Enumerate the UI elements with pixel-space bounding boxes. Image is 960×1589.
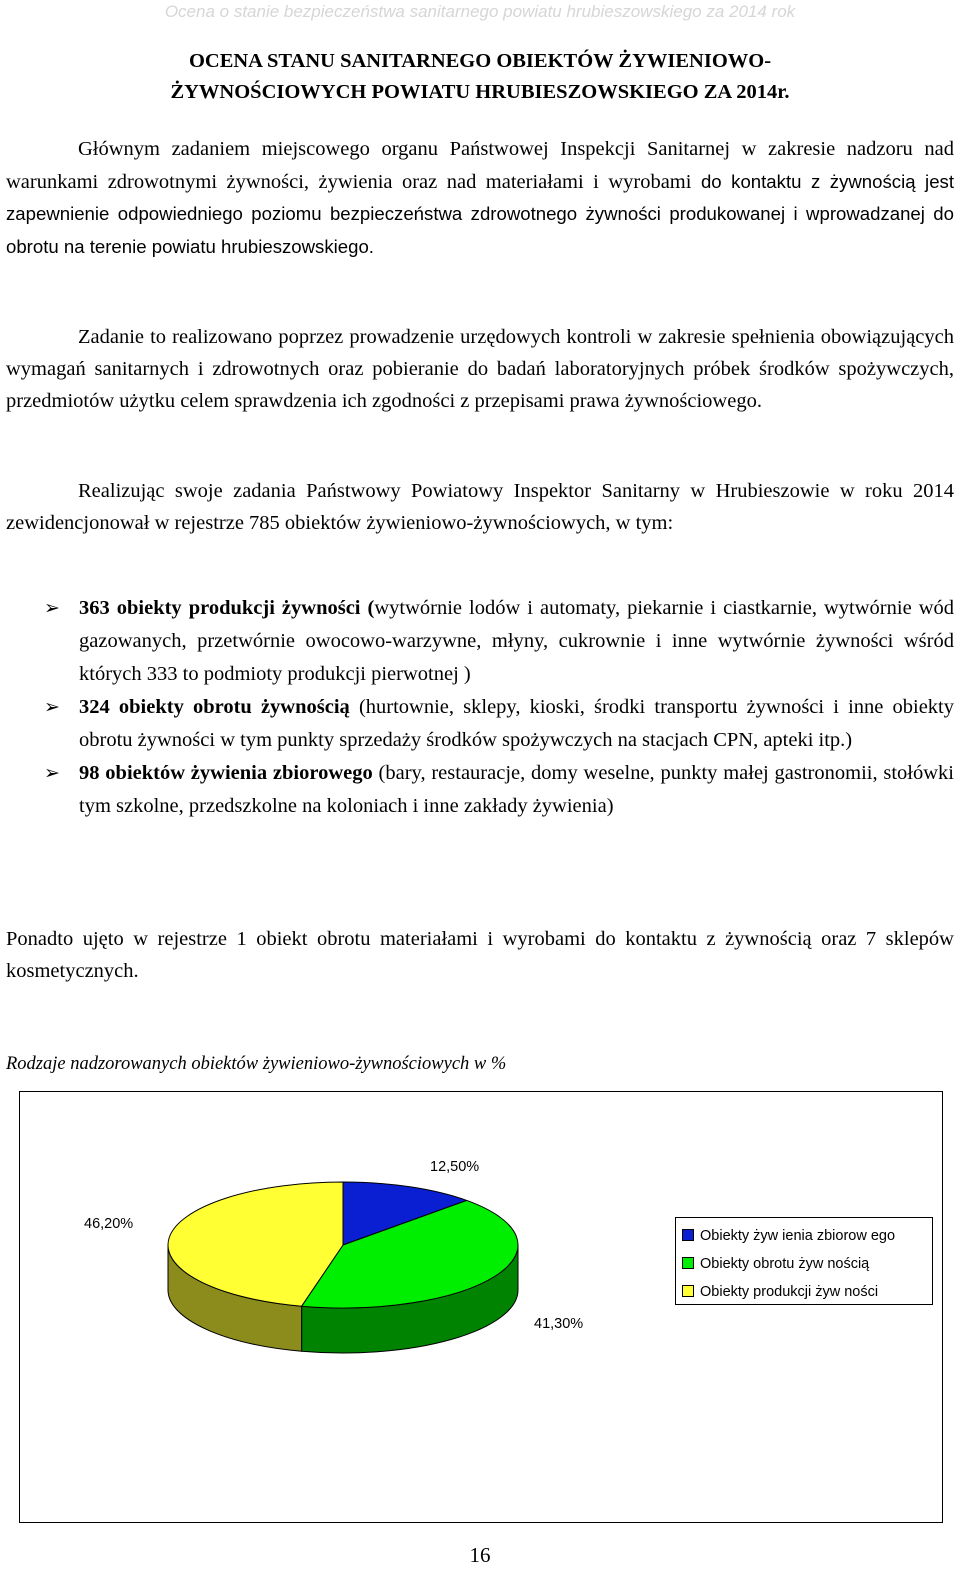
legend-swatch-production <box>682 1285 694 1297</box>
arrow-bullet-icon: ➢ <box>44 597 60 619</box>
list-item-production <box>6 592 954 691</box>
chart-legend <box>675 1217 933 1305</box>
paragraph-register-text: Realizując swoje zadania Państwowy Powiatowy Inspektor Sanitarny w Hrubieszowie w roku 2014 zewidencjonował w rejestrze 785 obiektów żywieniowo-żywnościowych, w tym: <box>6 480 954 534</box>
paragraph-additional: Ponadto ujęto w rejestrze 1 obiekt obrotu materiałami i wyrobami do kontaktu z żywnością oraz 7 sklepów kosmetycznych. <box>6 928 954 982</box>
document-title-line-1: OCENA STANU SANITARNEGO OBIEKTÓW ŻYWIENIOWO- <box>188 50 772 72</box>
legend-swatch-catering <box>682 1229 694 1241</box>
list-item-trade-bold: 324 obiekty obrotu żywnością <box>79 696 350 718</box>
list-item-trade <box>6 691 954 757</box>
list-item-catering <box>6 757 954 823</box>
arrow-bullet-icon: ➢ <box>44 762 60 784</box>
document-title-line-2: ŻYWNOŚCIOWYCH POWIATU HRUBIESZOWSKIEGO ZA 2014r. <box>170 81 790 103</box>
paragraph-intro-rest: do kontaktu z żywnością jest zapewnienie odpowiedniego poziomu bezpieczeństwa zdrowotnego żywności produkowanej i wprowadzanej do obrotu na terenie powiatu hrubieszowskiego. <box>6 170 954 257</box>
data-label-catering: 12,50% <box>430 1159 480 1175</box>
page-number: 16 <box>469 1543 491 1567</box>
paragraph-controls <box>6 321 954 417</box>
running-header: Ocena o stanie bezpieczeństwa sanitarnego powiatu hrubieszowskiego za 2014 rok <box>164 2 796 21</box>
legend-item-trade <box>682 1254 869 1274</box>
legend-label-catering: Obiekty żyw ienia zbiorow ego <box>700 1228 896 1244</box>
paragraph-intro-first: Głównym zadaniem miejscowego organu Państwowej Inspekcji Sanitarnej w zakresie nadzoru nad warunkami zdrowotnymi żywności, żywienia oraz nad materiałami i wyrobami <box>6 138 954 193</box>
document-title <box>0 46 960 108</box>
data-label-production: 46,20% <box>84 1216 134 1232</box>
pie-chart <box>19 1091 943 1523</box>
list-item-production-bold: 363 obiekty produkcji żywności ( <box>79 597 375 619</box>
paragraph-intro <box>6 133 954 263</box>
legend-swatch-trade <box>682 1257 694 1269</box>
chart-caption: Rodzaje nadzorowanych obiektów żywieniowo-żywnościowych w % <box>6 1054 507 1074</box>
legend-item-production <box>682 1282 878 1302</box>
list-item-catering-text: (bary, restauracje, domy weselne, punkty małej gastronomii, stołówki tym szkolne, przedszkolne na koloniach i inne zakłady żywienia) <box>79 762 954 817</box>
legend-item-catering <box>682 1226 895 1246</box>
pie-chart-canvas <box>20 1092 942 1522</box>
data-label-trade: 41,30% <box>534 1316 584 1332</box>
paragraph-register <box>6 475 954 539</box>
legend-label-trade: Obiekty obrotu żyw nością <box>700 1256 870 1272</box>
arrow-bullet-icon: ➢ <box>44 696 60 718</box>
list-item-catering-bold: 98 obiektów żywienia zbiorowego <box>79 762 373 784</box>
paragraph-controls-text: Zadanie to realizowano poprzez prowadzenie urzędowych kontroli w zakresie spełnienia obowiązujących wymagań sanitarnych i zdrowotnych oraz pobieranie do badań laboratoryjnych próbek środków spożywczych, przedmiotów użytku celem sprawdzenia ich zgodności z przepisami prawa żywnościowego. <box>6 326 954 412</box>
list-item-trade-text: (hurtownie, sklepy, kioski, środki transportu żywności i inne obiekty obrotu żywności w tym punkty sprzedaży środków spożywczych na stacjach CPN, apteki itp.) <box>79 696 954 751</box>
legend-label-production: Obiekty produkcji żyw ności <box>700 1284 879 1300</box>
list-item-production-text: wytwórnie lodów i automaty, piekarnie i ciastkarnie, wytwórnie wód gazowanych, przetwórnie owocowo-warzywne, młyny, cukrownie i inne wytwórnie żywności wśród których 333 to podmioty produkcji pierwotnej ) <box>79 597 954 685</box>
object-type-list <box>6 592 954 823</box>
